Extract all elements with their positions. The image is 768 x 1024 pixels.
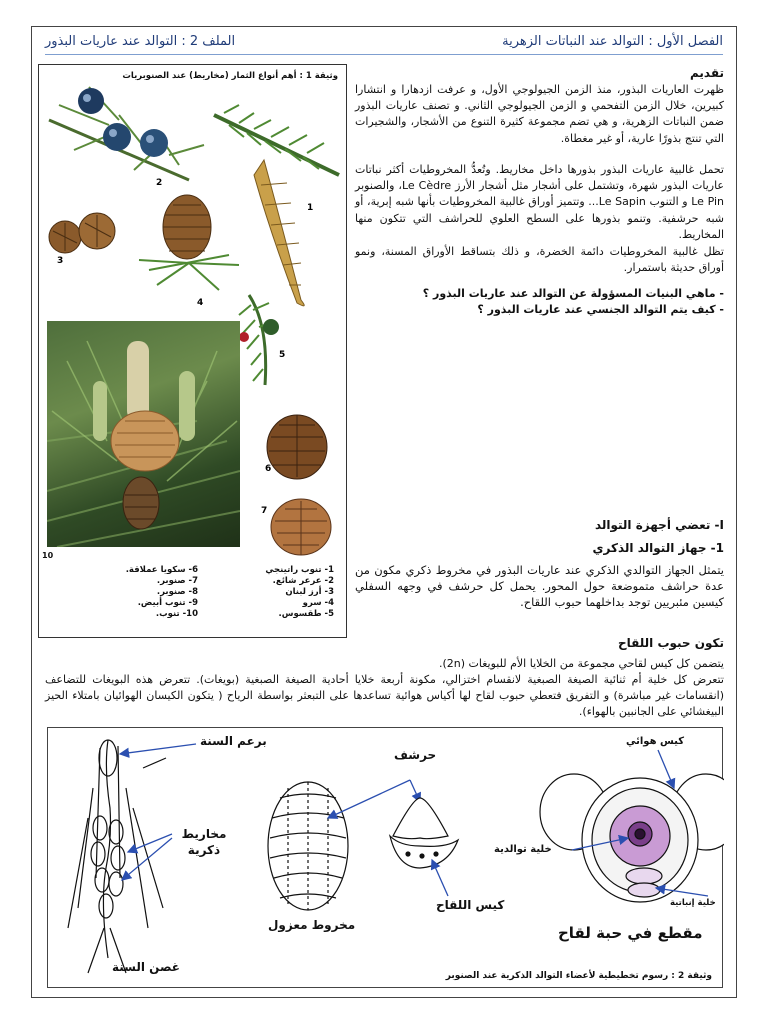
legend-item: 5- طقسوس.	[278, 609, 334, 619]
document-1-caption: وثيقة 1 : أهم أنواع الثمار (مخاريط) عند الصنوبريات	[122, 71, 338, 81]
fig-number-5: 5	[279, 350, 286, 360]
legend-right-column	[265, 565, 334, 620]
intro-paragraph-2: تحمل غالبية عاريات البذور بذورها داخل مخاريط. وتُعدُّ المخروطيات أكثر نباتات عاريات البذور شهرة، وتشتمل على أشجار مثل أشجار الأرز Le Cèdre، والصنوبر Le Pin و التنوب Le Sapin... وتتميز أوراق غالبية المخروطيات بأنها شبه إبرية، أو شبه حرشفية. وتنمو بذورها على السطح العلوي للحراشف التي تتكون منها المخاريط.	[355, 163, 725, 241]
fig-number-4: 3	[57, 256, 64, 266]
pine-shoot-photo	[47, 321, 240, 547]
legend-item: 7- صنوبر.	[156, 576, 198, 586]
pine-shoot-drawing	[47, 321, 240, 547]
pollen-paragraph-1: يتضمن كل كيس لقاحي مجموعة من الخلايا الأم للبويغات (2n).	[438, 657, 724, 670]
legend-item: 10- تنوب.	[155, 609, 198, 619]
fig-number-2: 2	[156, 178, 163, 188]
legend-item: 6- سكويا عملاقة.	[125, 565, 198, 575]
intro-paragraph-1: ظهرت العاريات البذور، منذ الزمن الجيولوجي الأول، و عرفت ازدهارا و انتشارا كبيرين، خلال الزمن التفحمي و الزمن الجيولوجي الثاني. و تصنف عاريات البذور ضمن النباتات الزهرية، و هي تضم مجموعة كثيرة التنوع من الأشجار، والشجيرات التي تنتج بذورًا عارية، أو غير مغطاة.	[355, 83, 724, 145]
section-1-subtitle: 1- جهاز التوالد الذكري	[592, 541, 724, 555]
legend-left-column	[126, 565, 198, 620]
pollen-formation-title: تكون حبوب اللقاح	[617, 636, 724, 650]
label-year-bud: برعم السنة	[200, 734, 267, 748]
male-organs-diagrams	[48, 728, 724, 989]
legend-item: 1- تنوب راتينجي	[265, 565, 334, 575]
question-1: - ماهي البنيات المسؤولة عن التوالد عند عاريات البذور ؟	[422, 287, 724, 300]
header-chapter-title: الفصل الأول : التوالد عند النباتات الزهرية	[502, 34, 723, 49]
legend-item: 8- صنوبر.	[156, 587, 198, 597]
intro-title: تقديم	[690, 66, 724, 80]
document-1-legend	[39, 551, 347, 635]
label-vegetative-cell: خلية إنباتية	[670, 898, 716, 908]
pollen-paragraph-2: تتعرض كل خلية أم ثنائية الصيغة الصبغية لانقسام اختزالي، مكونة أربعة خلايا أحادية الصيغة الصبغية (بويغات). تتعرض هذه البويغات للتضاعف (انقسامات غير مباشرة) و التفريق فتعطي حبوب لقاح لها أكياس هوائية تساعدها على التبعثر بواسطة الرياح ( يتكون الكيسان الهوائيان بامتلاء الحيز البيغشائي على الجانبين بالهواء).	[45, 673, 724, 719]
fig-number-6: 6	[265, 464, 272, 474]
document-2-figure	[47, 727, 723, 988]
label-year-branch: غصن السنة	[112, 960, 181, 974]
pine-shoot-diagram	[68, 740, 166, 973]
section-1-title: I- تعضي أجهزة التوالد	[594, 518, 724, 532]
label-air-sac: كيس هوائي	[626, 736, 685, 747]
pine-cone	[271, 499, 331, 555]
legend-item: 9- تنوب أبيض.	[137, 598, 198, 608]
intro-paragraph-3: تظل غالبية المخروطيات دائمة الخضرة، و ذلك بتساقط الأوراق المسنة، ونمو أوراق حديثة باستمرار.	[355, 245, 724, 275]
question-2: - كيف يتم التوالد الجنسي عند عاريات البذور ؟	[477, 303, 724, 316]
juniper-branch	[49, 87, 204, 180]
label-scale: حرشف	[394, 748, 437, 762]
isolated-cone-diagram	[268, 782, 348, 910]
document-1-figure	[38, 64, 347, 638]
header-divider	[45, 54, 723, 55]
label-generative-cell: خلية توالدية	[494, 844, 552, 855]
label-pollen-sac: كيس اللقاح	[436, 898, 505, 912]
legend-item: 3- أرز لبنان	[285, 587, 334, 597]
header-file-title: الملف 2 : التوالد عند عاريات البذور	[45, 34, 236, 49]
spruce-branch	[214, 105, 339, 306]
label-isolated-cone: مخروط معزول	[268, 918, 356, 932]
cypress-cones	[49, 213, 115, 253]
yew-twig	[239, 295, 279, 385]
fig-number-3: 4	[197, 298, 204, 308]
fig-number-7: 7	[261, 506, 268, 516]
legend-item: 4- سرو	[302, 598, 334, 608]
sequoia-cone	[267, 415, 327, 479]
label-pollen-section-title: مقطع في حبة لقاح	[558, 924, 703, 942]
page-header	[45, 32, 723, 54]
legend-item: 2- عرعر شائع.	[272, 576, 334, 586]
fig-number-1: 1	[307, 203, 314, 213]
male-apparatus-paragraph: يتمثل الجهاز التوالدي الذكري عند عاريات البذور في مخروط ذكري مكون من عدة حراشف متموضعة حول المحور. يحمل كل حرشف في وجهه السفلي كيسين مئبريين توجد بداخلهما حبوب اللقاح.	[355, 563, 724, 610]
pollen-grain-section	[540, 774, 724, 902]
document-2-caption: وثيقة 2 : رسوم تخطيطية لأعضاء التوالد الذكرية عند الصنوبر	[445, 971, 712, 981]
fig-number-10: 10	[42, 551, 54, 560]
cedar-cone	[139, 195, 239, 290]
scale-diagram	[390, 798, 458, 868]
label-male-cones: مخاريط ذكرية	[181, 827, 227, 857]
